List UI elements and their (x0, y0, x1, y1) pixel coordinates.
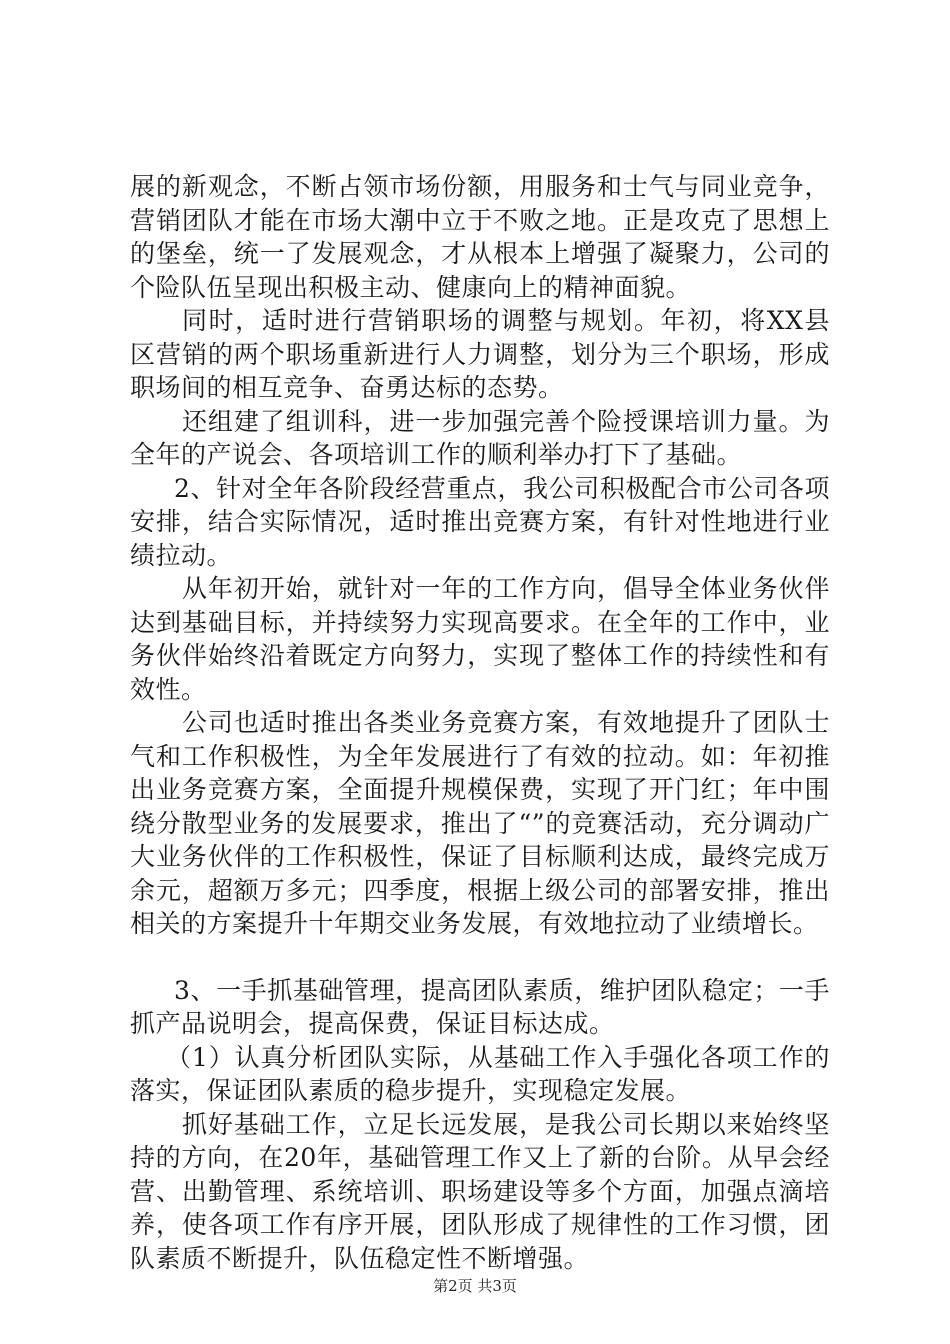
paragraph-training-department: 还组建了组训科，进一步加强完善个险授课培训力量。为全年的产说会、各项培训工作的顺利举办打下了基础。 (130, 406, 830, 469)
page-footer: 第2页 共3页 (433, 1277, 517, 1295)
paragraph-year-start-direction: 从年初开始，就针对一年的工作方向，倡导全体业务伙伴达到基础目标，并持续努力实现高要求。在全年的工作中，业务伙伴始终沿着既定方向努力，实现了整体工作的持续性和有效性。 (130, 574, 830, 704)
paragraph-competition-programs: 公司也适时推出各类业务竞赛方案，有效地提升了团队士气和工作积极性，为全年发展进行了有效的拉动。如：年初推出业务竞赛方案，全面提升规模保费，实现了开门红；年中围绕分散型业务的发展要求，推出了“”的竞赛活动，充分调动广大业务伙伴的工作积极性，保证了目标顺利达成，最终完成万余元，超额万多元；四季度，根据上级公司的部署安排，推出相关的方案提升十年期交业务发展，有效地拉动了业绩增长。 (130, 708, 830, 938)
paragraph-item-2-heading: 2、针对全年各阶段经营重点，我公司积极配合市公司各项安排，结合实际情况，适时推出竞赛方案，有针对性地进行业绩拉动。 (130, 473, 830, 570)
paragraph-item-3-1-heading: （1）认真分析团队实际，从基础工作入手强化各项工作的落实，保证团队素质的稳步提升，实现稳定发展。 (130, 1042, 830, 1105)
paragraph-item-3-heading: 3、一手抓基础管理，提高团队素质，维护团队稳定；一手抓产品说明会，提高保费，保证目标达成。 (130, 975, 830, 1038)
paragraph-basic-management: 抓好基础工作，立足长远发展，是我公司长期以来始终坚持的方向，在20年，基础管理工作又上了新的台阶。从早会经营、出勤管理、系统培训、职场建设等多个方面，加强点滴培养，使各项工作有序开展，团队形成了规律性的工作习惯，团队素质不断提升，队伍稳定性不断增强。 (130, 1109, 830, 1273)
paragraph-sales-venue-adjustment: 同时，适时进行营销职场的调整与规划。年初，将XX县区营销的两个职场重新进行人力调整，划分为三个职场，形成职场间的相互竞争、奋勇达标的态势。 (130, 306, 830, 402)
paragraph-continuation: 展的新观念，不断占领市场份额，用服务和士气与同业竞争，营销团队才能在市场大潮中立于不败之地。正是攻克了思想上的堡垒，统一了发展观念，才从根本上增强了凝聚力，公司的个险队伍呈现出积极主动、健康向上的精神面貌。 (130, 172, 830, 302)
document-body (130, 170, 830, 1275)
